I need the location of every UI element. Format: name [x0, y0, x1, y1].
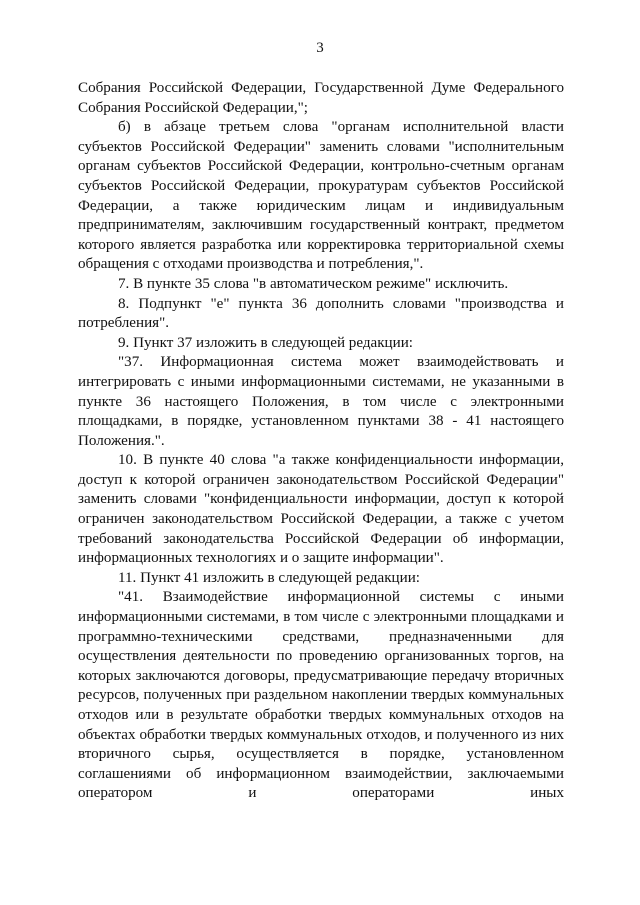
- page-number: 3: [316, 40, 324, 56]
- paragraph-clause-41: "41. Взаимодействие информационной системы с иными информационными системами, в том числе с электронными площадками и программно-техническими средствами, предназначенными для осуществления деятельности по проведению организованных торгов, на которых заключаются договоры, предусматривающие передачу вторичных ресурсов, полученных при раздельном накоплении твердых коммунальных отходов или в результате обработки твердых коммунальных отходов на объектах обработки твердых коммунальных отходов, и полученного из них вторичного сырья, осуществляется в порядке, установленном соглашениями об информационном взаимодействии, заключаемыми оператором и операторами иных: [78, 589, 564, 802]
- paragraph-item-7: 7. В пункте 35 слова "в автоматическом режиме" исключить.: [118, 275, 509, 292]
- paragraph-subitem-b: б) в абзаце третьем слова "органам исполнительной власти субъектов Российской Федерации" заменить словами "исполнительным органам субъектов Российской Федерации, контрольно-счетным органам субъектов Российской Федерации, прокуратурам субъектов Российской Федерации, а также юридическим лицам и индивидуальным предпринимателям, заключившим государственный контракт, предметом которого является разработка или корректировка территориальной схемы обращения с отходами производства и потребления,".: [78, 119, 564, 273]
- paragraph-item-10: 10. В пункте 40 слова "а также конфиденциальности информации, доступ к которой ограничен законодательством Российской Федерации" заменить словами "конфиденциальности информации, доступ к которой ограничен законодательством Российской Федерации, а также с учетом требований законодательства Российской Федерации об информации, информационных технологиях и о защите информации".: [78, 452, 564, 567]
- paragraph-clause-37: "37. Информационная система может взаимодействовать и интегрировать с иными информационными системами, не указанными в пункте 36 настоящего Положения, в том числе с электронными площадками, в порядке, установленном пунктами 38 - 41 настоящего Положения.".: [78, 354, 564, 449]
- paragraph-item-11: 11. Пункт 41 изложить в следующей редакции:: [118, 569, 420, 586]
- paragraph-continuation: Собрания Российской Федерации, Государственной Думе Федерального Собрания Российской Федерации,";: [78, 80, 564, 116]
- paragraph-item-8: 8. Подпункт "е" пункта 36 дополнить словами "производства и потребления".: [78, 295, 564, 332]
- paragraph-item-9: 9. Пункт 37 изложить в следующей редакции:: [118, 334, 413, 351]
- document-body: [78, 79, 564, 804]
